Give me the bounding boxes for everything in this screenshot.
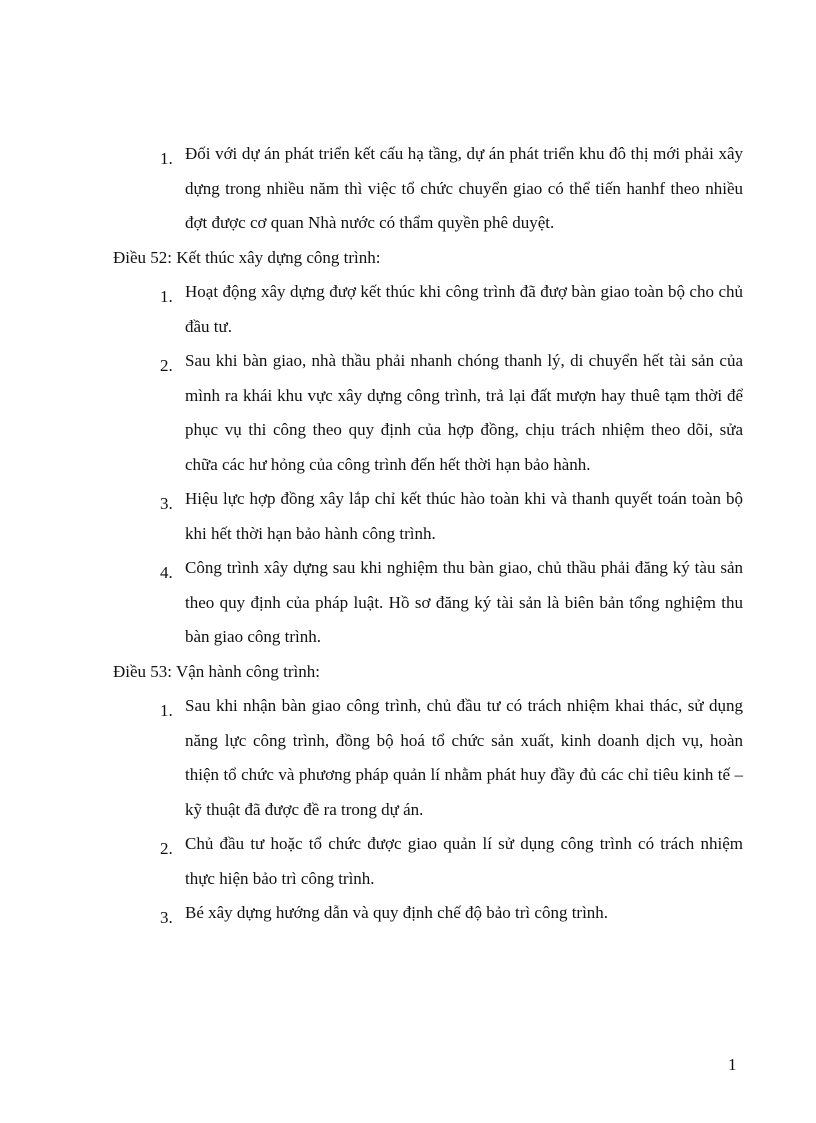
article-heading-53: Điều 53: Vận hành công trình: — [113, 661, 320, 681]
list-item — [113, 689, 743, 827]
list-item — [113, 896, 743, 931]
list-item — [113, 551, 743, 655]
item-number: 1. — [160, 149, 173, 168]
list-item — [113, 344, 743, 482]
item-text: Công trình xây dựng sau khi nghiệm thu bàn giao, chủ thầu phải đăng ký tàu sản theo quy định của pháp luật. Hồ sơ đăng ký tài sản là biên bản tổng nghiệm thu bàn giao công trình. — [185, 558, 743, 646]
document-body — [113, 137, 743, 931]
list-item — [113, 827, 743, 896]
item-text: Sau khi bàn giao, nhà thầu phải nhanh chóng thanh lý, di chuyển hết tài sản của mình ra khái khu vực xây dựng công trình, trả lại đất mượn hay thuê tạm thời để phục vụ thi công theo quy định của hợp đồng, chịu trách nhiệm theo dõi, sửa chữa các hư hỏng của công trình đến hết thời hạn bảo hành. — [185, 351, 743, 474]
list-item — [113, 482, 743, 551]
item-text: Bé xây dựng hướng dẫn và quy định chế độ bảo trì công trình. — [185, 903, 609, 922]
item-text: Hiệu lực hợp đồng xây lắp chỉ kết thúc hào toàn khi và thanh quyết toán toàn bộ khi hết thời hạn bảo hành công trình. — [185, 489, 743, 543]
list-item — [113, 137, 743, 241]
page-number: 1 — [728, 1055, 737, 1074]
list-item — [113, 275, 743, 344]
item-number: 4. — [160, 563, 173, 582]
item-text: Hoạt động xây dựng đượ kết thúc khi công trình đã đượ bàn giao toàn bộ cho chủ đầu tư. — [185, 282, 743, 336]
item-number: 1. — [160, 701, 173, 720]
item-number: 2. — [160, 839, 173, 858]
item-number: 2. — [160, 356, 173, 375]
article-heading-52: Điều 52: Kết thúc xây dựng công trình: — [113, 247, 381, 267]
item-number: 1. — [160, 287, 173, 306]
item-number: 3. — [160, 908, 173, 927]
item-text: Sau khi nhận bàn giao công trình, chủ đầu tư có trách nhiệm khai thác, sử dụng năng lực công trình, đồng bộ hoá tổ chức sản xuất, kinh doanh dịch vụ, hoàn thiện tổ chức và phương pháp quản lí nhằm phát huy đầy đủ các chỉ tiêu kinh tế – kỹ thuật đã được đề ra trong dự án. — [185, 696, 743, 819]
item-text: Đối với dự án phát triển kết cấu hạ tầng, dự án phát triển khu đô thị mới phải xây dựng trong nhiều năm thì việc tổ chức chuyển giao có thể tiến hanhf theo nhiều đợt được cơ quan Nhà nước có thẩm quyền phê duyệt. — [185, 144, 743, 232]
item-text: Chủ đầu tư hoặc tổ chức được giao quản lí sử dụng công trình có trách nhiệm thực hiện bảo trì công trình. — [185, 834, 743, 888]
item-number: 3. — [160, 494, 173, 513]
